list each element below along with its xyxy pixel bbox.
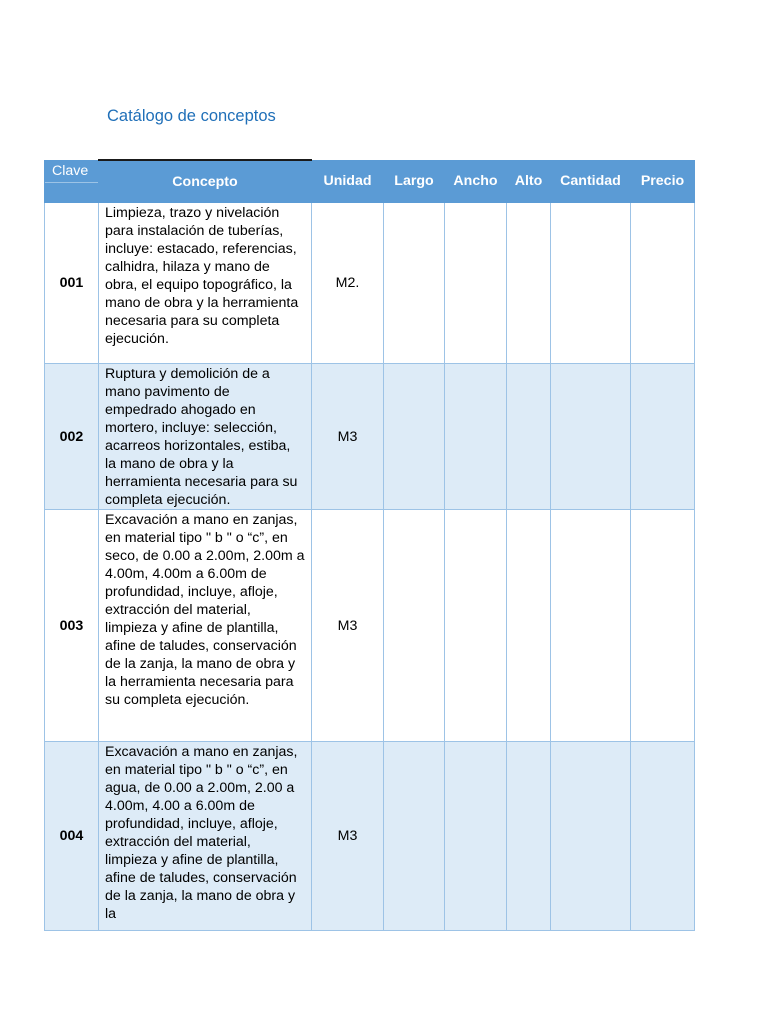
header-precio: Precio <box>631 160 695 203</box>
cell-largo <box>384 203 445 364</box>
cell-ancho <box>445 742 507 931</box>
table-row <box>45 364 695 510</box>
header-cantidad: Cantidad <box>551 160 631 203</box>
header-clave-subcell <box>45 182 98 203</box>
cell-concepto <box>99 742 312 931</box>
header-alto: Alto <box>507 160 551 203</box>
concepto-text: Limpieza, trazo y nivelación para instalación de tuberías, incluye: estacado, referencias, calhidra, hilaza y mano de obra, el equipo topográfico, la mano de obra y la herramienta necesaria para su completa ejecución. <box>105 205 299 347</box>
table-row <box>45 203 695 364</box>
cell-ancho <box>445 203 507 364</box>
cell-unidad: M2. <box>312 203 384 364</box>
table-row <box>45 742 695 931</box>
header-largo: Largo <box>384 160 445 203</box>
cell-cantidad <box>551 203 631 364</box>
cell-concepto <box>99 364 312 510</box>
cell-concepto <box>99 203 312 364</box>
header-clave <box>45 160 99 203</box>
concepto-text: Ruptura y demolición de a mano pavimento de empedrado ahogado en mortero, incluye: selección, acarreos horizontales, estiba, la mano de obra y la herramienta necesaria para su completa ejecución. <box>105 366 298 508</box>
header-concepto: Concepto <box>99 160 312 203</box>
table-header-row <box>45 160 695 203</box>
cell-precio <box>631 742 695 931</box>
concepto-text: Excavación a mano en zanjas, en material tipo " b " o “c”, en seco, de 0.00 a 2.00m, 2.00m a 4.00m, 4.00m a 6.00m de profundidad, incluye, afloje, extracción del material, limpieza y afine de plantilla, afine de taludes, conservación de la zanja, la mano de obra y la herramienta necesaria para su completa ejecución. <box>105 512 305 708</box>
header-ancho: Ancho <box>445 160 507 203</box>
cell-unidad: M3 <box>312 510 384 742</box>
cell-alto <box>507 742 551 931</box>
cell-clave: 001 <box>45 203 99 364</box>
cell-ancho <box>445 510 507 742</box>
table-row <box>45 510 695 742</box>
cell-largo <box>384 742 445 931</box>
cell-clave: 003 <box>45 510 99 742</box>
cell-precio <box>631 510 695 742</box>
cell-clave: 002 <box>45 364 99 510</box>
cell-unidad: M3 <box>312 364 384 510</box>
concept-catalog-table <box>44 159 695 931</box>
cell-unidad: M3 <box>312 742 384 931</box>
header-clave-label: Clave <box>52 162 89 179</box>
cell-clave: 004 <box>45 742 99 931</box>
cell-precio <box>631 364 695 510</box>
cell-cantidad <box>551 364 631 510</box>
cell-largo <box>384 510 445 742</box>
cell-ancho <box>445 364 507 510</box>
cell-alto <box>507 203 551 364</box>
cell-cantidad <box>551 510 631 742</box>
cell-alto <box>507 510 551 742</box>
page-title: Catálogo de conceptos <box>107 107 276 125</box>
cell-largo <box>384 364 445 510</box>
cell-precio <box>631 203 695 364</box>
concepto-text: Excavación a mano en zanjas, en material tipo " b " o “c”, en agua, de 0.00 a 2.00m, 2.00 a 4.00m, 4.00 a 6.00m de profundidad, incluye, afloje, extracción del material, limpieza y afine de plantilla, afine de taludes, conservación de la zanja, la mano de obra y la <box>105 744 298 922</box>
cell-alto <box>507 364 551 510</box>
cell-cantidad <box>551 742 631 931</box>
header-unidad: Unidad <box>312 160 384 203</box>
cell-concepto <box>99 510 312 742</box>
